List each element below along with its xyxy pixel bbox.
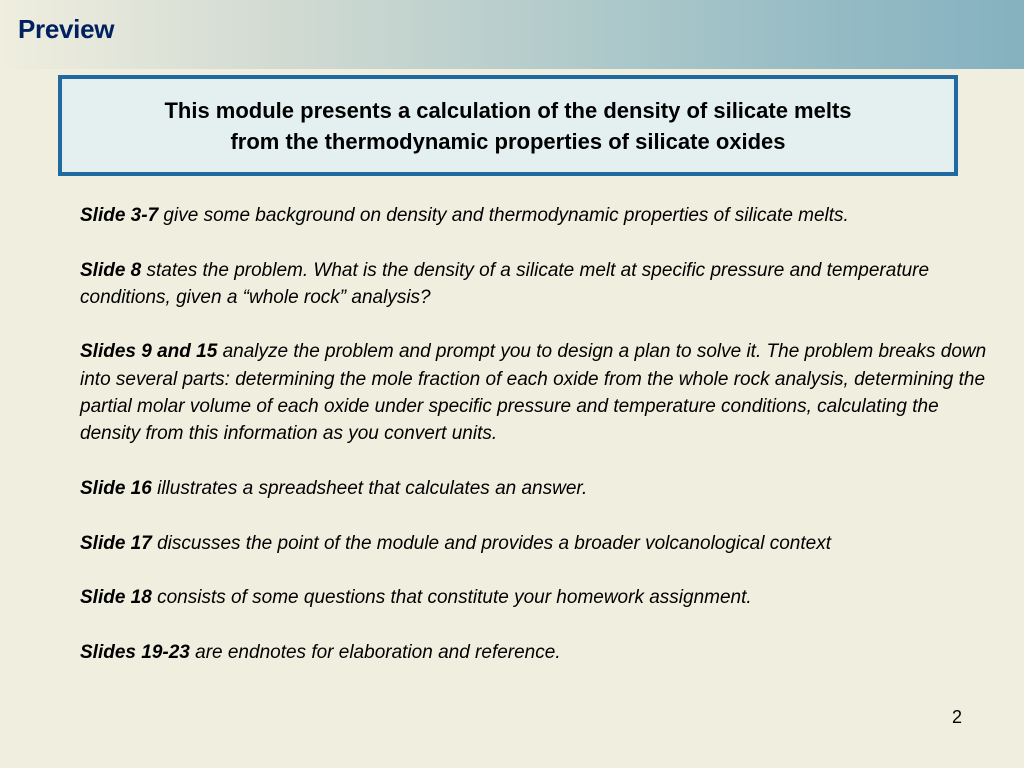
paragraph-lead: Slide 16 xyxy=(80,477,152,499)
paragraph-lead: Slide 18 xyxy=(80,587,152,609)
paragraph-slides-19-23 xyxy=(80,639,992,666)
paragraph-text: discusses the point of the module and provides a broader volcanological context xyxy=(151,532,831,554)
paragraph-lead: Slide 17 xyxy=(80,532,152,554)
paragraph-slide-16 xyxy=(80,475,992,502)
paragraph-text: give some background on density and thermodynamic properties of silicate melts. xyxy=(158,205,849,226)
paragraph-lead: Slides 19-23 xyxy=(80,641,190,663)
summary-box xyxy=(58,75,958,176)
slide-content xyxy=(80,202,992,693)
summary-line-1: This module presents a calculation of the density of silicate melts xyxy=(164,97,852,123)
paragraph-lead: Slide 8 xyxy=(80,259,142,281)
paragraph-text: states the problem. What is the density of a silicate melt at specific pressure and temperature conditions, given a “whole rock” analysis? xyxy=(80,259,930,308)
slide-title: Preview xyxy=(18,14,115,44)
paragraph-text: are endnotes for elaboration and reference. xyxy=(189,641,561,663)
paragraph-slide-3-7 xyxy=(80,202,992,229)
paragraph-text: analyze the problem and prompt you to design a plan to solve it. The problem breaks down into several parts: determining the mole fraction of each oxide from the whole rock analysis, determining the partial molar volume of each oxide under specific pressure and temperature conditions, calculating the density from this information as you convert units. xyxy=(80,341,987,445)
paragraph-lead: Slides 9 and 15 xyxy=(80,341,218,363)
paragraph-slide-8 xyxy=(80,257,992,312)
header-band xyxy=(0,0,1024,69)
page-number: 2 xyxy=(951,707,962,727)
paragraph-slide-17 xyxy=(80,530,992,557)
paragraph-slides-9-15 xyxy=(80,338,992,447)
summary-line-2: from the thermodynamic properties of silicate oxides xyxy=(230,128,786,154)
paragraph-lead: Slide 3-7 xyxy=(80,205,159,226)
paragraph-text: consists of some questions that constitute your homework assignment. xyxy=(151,587,752,609)
paragraph-text: illustrates a spreadsheet that calculates an answer. xyxy=(151,477,588,499)
paragraph-slide-18 xyxy=(80,584,992,611)
